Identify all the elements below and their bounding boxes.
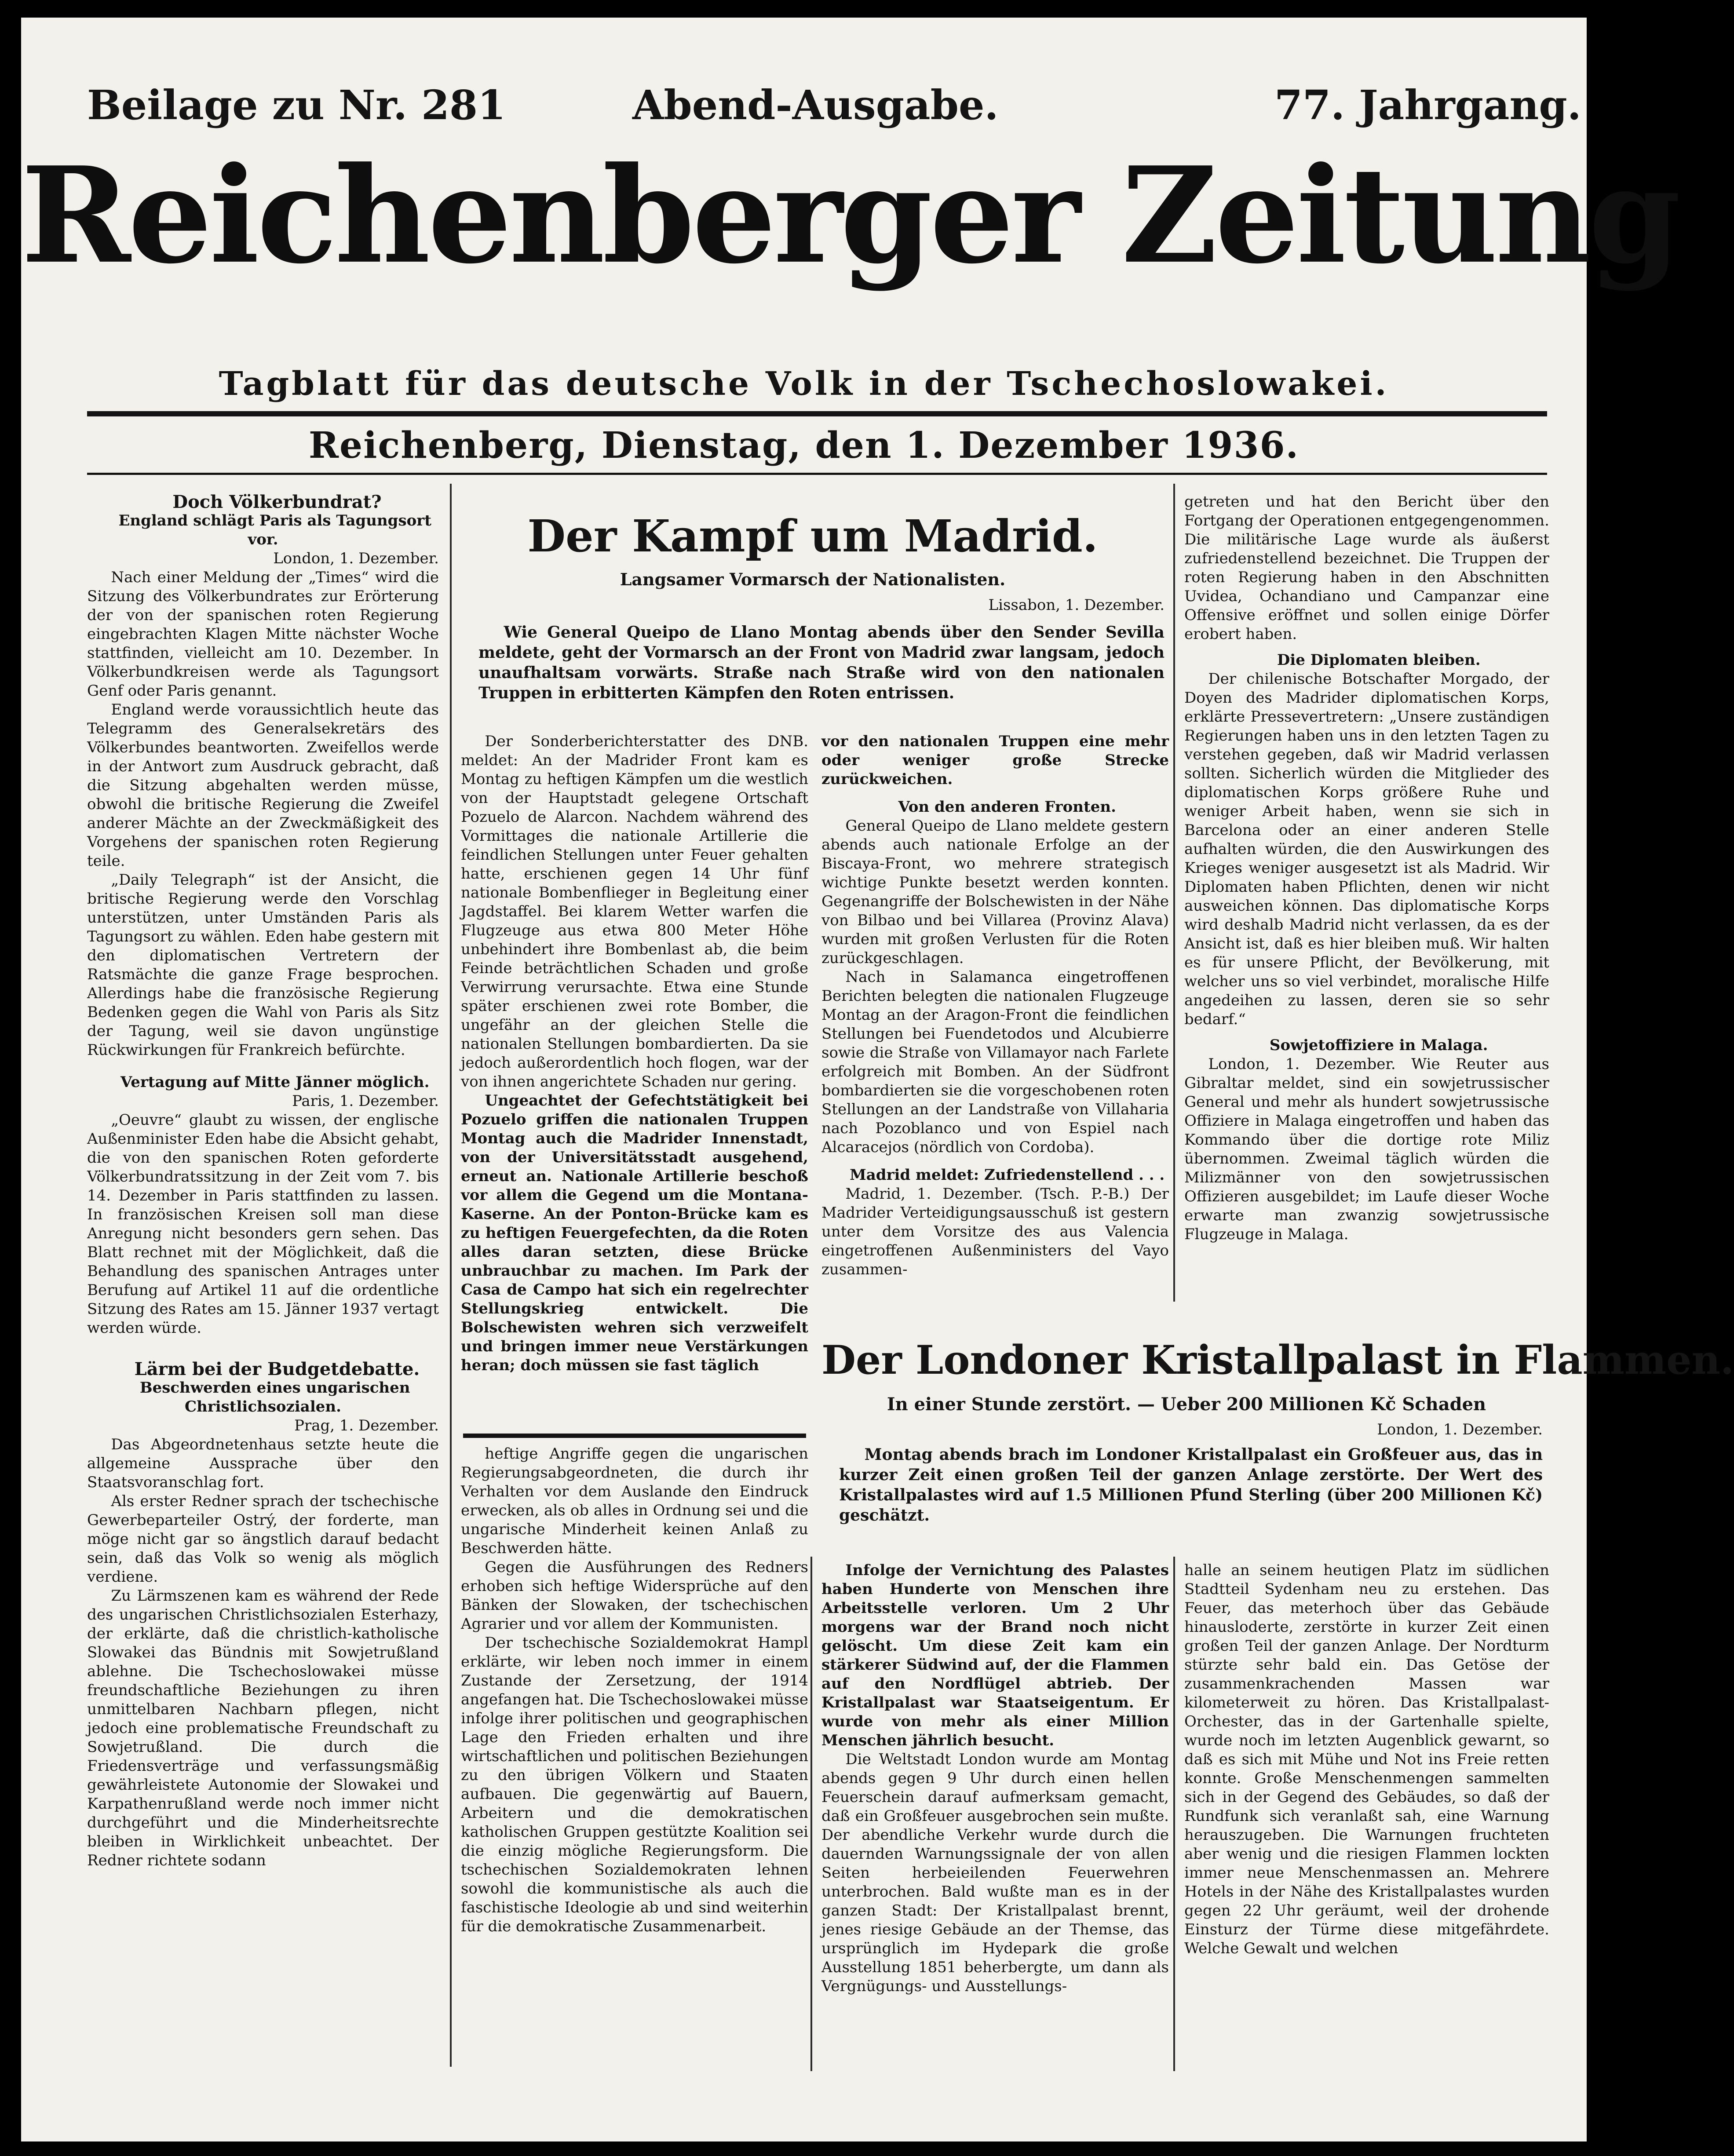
column-divider	[1173, 1557, 1175, 2071]
article-dateline: Prag, 1. Dezember.	[294, 1417, 439, 1434]
madrid-dateline-box	[478, 596, 1165, 618]
article-paragraph: England werde voraussichtlich heute das Telegramm des Generalsekretärs des Völkerbundes beantworten. Zweifellos werde in der Antwort zum Ausdruck gebracht, daß die Sitzung abgehalten werden müsse, obwohl die britische Regierung die Zweifel anderer Mächte an der Zweckmäßigkeit des Vorgehens der spanischen roten Regierung teile.	[87, 701, 439, 870]
article-paragraph: Als erster Redner sprach der tschechische Gewerbeparteiler Ostrý, der forderte, man möge nicht gar so ängstlich darauf bedacht sein, daß das Volk so wenig als möglich verdiene.	[87, 1492, 439, 1586]
article-paragraph: Nach in Salamanca eingetroffenen Berichten belegten die nationalen Flugzeuge Montag an der Aragon-Front die feindlichen Stellungen bei Fuendetodos und Alcubierre sowie die Straße von Villamayor nach Farlete erfolgreich mit Bomben. An der Südfront bombardierten sie die vorgeschobenen roten Stellungen an der Landstraße von Villaharia nach Pozoblanco und von Espiel nach Alcaracejos (nördlich von Cordoba).	[821, 968, 1169, 1156]
crystal-dateline-box	[839, 1420, 1543, 1442]
volume-label: 77. Jahrgang.	[1274, 81, 1581, 129]
article-paragraph: London, 1. Dezember. Wie Reuter aus Gibraltar meldet, sind ein sowjetrussischer General und mehr als hundert sowjetrussische Offiziere in Malaga eingetroffen und haben das Kommando über die dortige rote Miliz übernommen. Zweimal täglich würden die Milizmänner von den sowjetrussischen Offizieren ausgebildet; im Laufe dieser Woche erwarte man zwanzig sowjetrussische Flugzeuge in Malaga.	[1184, 1055, 1549, 1243]
article-paragraph: General Queipo de Llano meldete gestern abends auch nationale Erfolge an der Biscaya-Front, wo mehrere strategisch wichtige Punkte besetzt werden konnten. Gegenangriffe der Bolschewisten in der Nähe von Bilbao und bei Villarea (Provinz Alava) wurden mit großen Verlusten für die Roten zurückgeschlagen.	[821, 817, 1169, 967]
column-4-lower	[1184, 1561, 1549, 2071]
crystal-lead: Montag abends brach im Londoner Kristallpalast ein Großfeuer aus, das in kurzer Zeit einen großen Teil der ganzen Anlage zerstörte. Der Wert des Kristallpalastes wird auf 1.5 Millionen Pfund Sterling (über 200 Millionen Kč) geschätzt.	[839, 1445, 1543, 1525]
dateline: Reichenberg, Dienstag, den 1. Dezember 1936.	[308, 424, 1300, 467]
column-1	[87, 492, 439, 2076]
article-dateline: Paris, 1. Dezember.	[292, 1092, 439, 1110]
column-2-upper	[461, 732, 808, 1436]
article-paragraph: vor den nationalen Truppen eine mehr oder weniger große Strecke zurückweichen.	[821, 733, 1169, 788]
section-rule	[463, 1434, 806, 1438]
column-2-lower	[461, 1445, 808, 2073]
article-paragraph: getreten und hat den Bericht über den Fortgang der Operationen entgegengenommen. Die militärische Lage wurde als äußerst zufriedenstellend bezeichnet. Die Truppen der roten Regierung haben in den Abschnitten Uvidea, Ochandiano und Campanzar eine Offensive eröffnet und sollen einige Dörfer erobert haben.	[1184, 493, 1549, 643]
article-paragraph: heftige Angriffe gegen die ungarischen Regierungsabgeordneten, die durch ihr Verhalten vor dem Auslande den Eindruck erwecken, als ob alles in Ordnung sei und die ungarische Minderheit keinen Anlaß zu Beschwerden hätte.	[461, 1445, 808, 1557]
madrid-lead: Wie General Queipo de Llano Montag abends über den Sender Sevilla meldete, geht der Vormarsch an der Front von Madrid zwar langsam, jedoch unaufhaltsam vorwärts. Straße nach Straße wird von den nationalen Truppen in erbitterten Kämpfen den Roten entrissen.	[478, 623, 1165, 702]
madrid-headline: Der Kampf um Madrid.	[527, 510, 1098, 562]
newspaper-page	[21, 18, 1734, 2141]
madrid-subheadline: Langsamer Vormarsch der Nationalisten.	[620, 569, 1006, 589]
article-subheadline: Von den anderen Fronten.	[898, 798, 1116, 816]
article-paragraph: „Oeuvre“ glaubt zu wissen, der englische Außenminister Eden habe die Absicht gehabt, die von den spanischen Roten geforderte Völkerbundratssitzung in der Zeit vom 7. bis 14. Dezember in Paris stattfinden zu lassen. In französischen Kreisen soll man diese Anregung nicht besonders gern sehen. Das Blatt rechnet mit der Möglichkeit, daß die Behandlung des spanischen Antrages unter Berufung auf Artikel 11 auf die ordentliche Sitzung des Rates am 15. Jänner 1937 vertagt werden würde.	[87, 1111, 439, 1337]
article-headline-vertagung: Vertagung auf Mitte Jänner möglich.	[120, 1073, 430, 1091]
article-subheadline: Sowjetoffiziere in Malaga.	[1269, 1036, 1488, 1054]
edition-label: Abend-Ausgabe.	[632, 81, 999, 129]
crystal-palace-subheadline: In einer Stunde zerstört. — Ueber 200 Millionen Kč Schaden	[887, 1394, 1486, 1415]
column-3-upper	[821, 732, 1169, 1295]
article-paragraph: Die Weltstadt London wurde am Montag abends gegen 9 Uhr durch einen hellen Feuerschein darauf aufmerksam gemacht, daß ein Großfeuer ausgebrochen sein mußte. Der abendliche Verkehr wurde durch die dauernden Warnungssignale der von allen Seiten herbeieilenden Feuerwehren unterbrochen. Bald wußte man es in der ganzen Stadt: Der Kristallpalast brennt, jenes riesige Gebäude an der Themse, das ursprünglich im Hydepark die große Ausstellung 1851 beherbergte, um dann als Vergnügungs- und Ausstellungs-	[821, 1751, 1169, 1995]
tagline: Tagblatt für das deutsche Volk in der Tschechoslowakei.	[219, 365, 1389, 403]
article-paragraph: „Daily Telegraph“ ist der Ansicht, die britische Regierung werde den Vorschlag unterstützen, unter Umständen Paris als Tagungsort zu wählen. Eden habe gestern mit den diplomatischen Vertretern der Ratsmächte die ganze Frage besprochen. Allerdings habe die französische Regierung Bedenken gegen die Wahl von Paris als Sitz der Tagung, weil sie davon ungünstige Rückwirkungen für Frankreich befürchte.	[87, 871, 439, 1059]
masthead-rule-top	[87, 411, 1547, 416]
article-paragraph: Der chilenische Botschafter Morgado, der Doyen des Madrider diplomatischen Korps, erklärte Pressevertretern: „Unsere zuständigen Regierungen haben uns in den letzten Tagen zu verstehen gegeben, daß wir Madrid verlassen sollten. Sicherlich würden die Mitglieder des diplomatischen Korps größere Ruhe und weniger Arbeit haben, wenn sie sich in Barcelona oder an einer anderen Stelle aufhalten würden, die den Auswirkungen des Krieges weniger ausgesetzt ist als Madrid. Wir Diplomaten haben Pflichten, denen wir nicht ausweichen können. Das diplomatische Korps wird deshalb Madrid nicht verlassen, da es der Ansicht ist, daß es hier bleiben muß. Wir halten es für unsere Pflicht, der Bevölkerung, mit welcher uns so viel verbindet, moralische Hilfe angedeihen zu lassen, deren sie so sehr bedarf.“	[1184, 670, 1549, 1028]
article-paragraph: halle an seinem heutigen Platz im südlichen Stadtteil Sydenham neu zu erstehen. Das Feuer, das meterhoch über das Gebäude hinausloderte, zerstörte in kurzer Zeit einen großen Teil der ganzen Anlage. Der Nordturm stürzte sehr bald ein. Das Getöse der zusammenkrachenden Massen war kilometerweit zu hören. Das Kristallpalast-Orchester, das in der Gartenhalle spielte, wurde noch im letzten Augenblick gewarnt, so daß es sich mit Mühe und Not ins Freie retten konnte. Große Menschenmengen sammelten sich in der Gegend des Gebäudes, so daß der Rundfunk sich veranlaßt sah, eine Warnung herauszugeben. Die Warnungen fruchteten aber wenig und die riesigen Flammen lockten immer neue Menschenmassen an. Mehrere Hotels in der Nähe des Kristallpalastes wurden gegen 22 Uhr geräumt, weil der drohende Einsturz der Türme diese mitgefährdete. Welche Gewalt und welchen	[1184, 1561, 1549, 1957]
article-headline-budgetdebatte: Lärm bei der Budgetdebatte.	[134, 1359, 420, 1379]
column-divider	[1173, 484, 1175, 1302]
article-dateline: London, 1. Dezember.	[273, 550, 439, 567]
madrid-lead-box	[478, 622, 1165, 728]
article-paragraph: Zu Lärmszenen kam es während der Rede des ungarischen Christlichsozialen Esterhazy, der erklärte, daß die christlich-katholische Slowakei das Bündnis mit Sowjetrußland ablehne. Die Tschechoslowakei müsse freundschaftliche Beziehungen zu ihren unmittelbaren Nachbarn pflegen, nicht jedoch eine problematische Freundschaft zu Sowjetrußland. Die durch die Friedensverträge und verfassungsmäßig gewährleistete Autonomie der Slowakei und Karpathenrußland werde noch immer nicht durchgeführt und die Minderheitsrechte bleiben in Wirklichkeit unbeachtet. Der Redner richtete sodann	[87, 1587, 439, 1869]
article-paragraph: Der Sonderberichterstatter des DNB. meldet: An der Madrider Front kam es Montag zu heftigen Kämpfen um die westlich von der Hauptstadt gelegene Ortschaft Pozuelo de Alarcon. Nachdem während des Vormittages die nationale Artillerie die feindlichen Stellungen unter Feuer gehalten hatte, erschienen gegen 14 Uhr fünf nationale Bombenflieger in Begleitung einer Jagdstaffel. Bei klarem Wetter warfen die Flugzeuge aus etwa 800 Meter Höhe unbehindert ihre Bombenlast ab, die beim Feinde beträchtlichen Schaden und große Verwirrung verursachte. Etwa eine Stunde später erschienen zwei rote Bomber, die ungefähr an der gleichen Stelle die nationalen Stellungen bombardierten. Da sie jedoch außerordentlich hoch flogen, war der von ihnen angerichtete Schaden nur gering.	[461, 733, 808, 1091]
article-paragraph: Gegen die Ausführungen des Redners erhoben sich heftige Widersprüche auf den Bänken der Slowaken, der tschechischen Agrarier und vor allem der Kommunisten.	[461, 1558, 808, 1633]
masthead-rule-bottom	[87, 473, 1547, 475]
masthead-title: Reichenberger Zeitung	[21, 138, 1679, 293]
supplement-number: Beilage zu Nr. 281	[87, 81, 506, 129]
crystal-palace-headline: Der Londoner Kristallpalast in Flammen.	[821, 1337, 1734, 1383]
madrid-dateline: Lissabon, 1. Dezember.	[988, 596, 1165, 614]
column-3-lower	[821, 1561, 1169, 2071]
article-subheadline: Die Diplomaten bleiben.	[1277, 651, 1481, 669]
article-subheadline: England schlägt Paris als Tagungsort vor.	[118, 512, 431, 548]
crystal-dateline: London, 1. Dezember.	[1377, 1421, 1543, 1438]
article-paragraph: Der tschechische Sozialdemokrat Hampl erklärte, wir leben noch immer in einem Zustande der Zersetzung, der 1914 angefangen hat. Die Tschechoslowakei müsse infolge ihrer politischen und geographischen Lage den Frieden erhalten und ihre wirtschaftlichen und politischen Beziehungen zu den übrigen Völkern und Staaten aufbauen. Die gegenwärtig auf Bauern, Arbeitern und die demokratischen katholischen Gruppen gestützte Koalition sei die einzig mögliche Regierungsform. Die tschechischen Sozialdemokraten lehnen sowohl die kommunistische als auch die faschistische Ideologie ab und sind weiterhin für die demokratische Zusammenarbeit.	[461, 1634, 808, 1935]
column-4-upper	[1184, 492, 1549, 1302]
article-paragraph: Das Abgeordnetenhaus setzte heute die allgemeine Aussprache über den Staatsvoranschlag fort.	[87, 1436, 439, 1491]
article-subheadline: Beschwerden eines ungarischen Christlichsozialen.	[139, 1379, 410, 1415]
article-paragraph: Nach einer Meldung der „Times“ wird die Sitzung des Völkerbundrates zur Erörterung der von der spanischen roten Regierung eingebrachten Klagen Mitte nächster Woche stattfinden, vielleicht am 10. Dezember. In Völkerbundkreisen werde als Tagungsort Genf oder Paris genannt.	[87, 569, 439, 700]
crystal-lead-box	[839, 1445, 1543, 1552]
column-divider	[450, 484, 452, 2067]
column-divider	[810, 1557, 812, 2071]
article-subheadline: Madrid meldet: Zufriedenstellend . . .	[850, 1166, 1165, 1184]
article-headline-voelkerbund: Doch Völkerbundrat?	[172, 492, 382, 512]
article-paragraph: Infolge der Vernichtung des Palastes haben Hunderte von Menschen ihre Arbeitsstelle verloren. Um 2 Uhr morgens war der Brand noch nicht gelöscht. Um diese Zeit kam ein stärkerer Südwind auf, der die Flammen auf den Nordflügel abtrieb. Der Kristallpalast war Staatseigentum. Er wurde von mehr als einer Million Menschen jährlich besucht.	[821, 1561, 1169, 1749]
article-paragraph: Madrid, 1. Dezember. (Tsch. P.-B.) Der Madrider Verteidigungsausschuß ist gestern unter dem Vorsitze des aus Valencia eingetroffenen Außenministers del Vayo zusammen-	[821, 1185, 1169, 1278]
article-paragraph: Ungeachtet der Gefechtstätigkeit bei Pozuelo griffen die nationalen Truppen Montag auch die Madrider Innenstadt, von der Universitätsstadt ausgehend, erneut an. Nationale Artillerie beschoß vor allem die Gegend um die Montana-Kaserne. An der Ponton-Brücke kam es zu heftigen Feuergefechten, da die Roten alles daran setzten, diese Brücke unbrauchbar zu machen. Im Park der Casa de Campo hat sich ein regelrechter Stellungskrieg entwickelt. Die Bolschewisten wehren sich verzweifelt und bringen immer neue Verstärkungen heran; doch müssen sie fast täglich	[461, 1092, 808, 1374]
